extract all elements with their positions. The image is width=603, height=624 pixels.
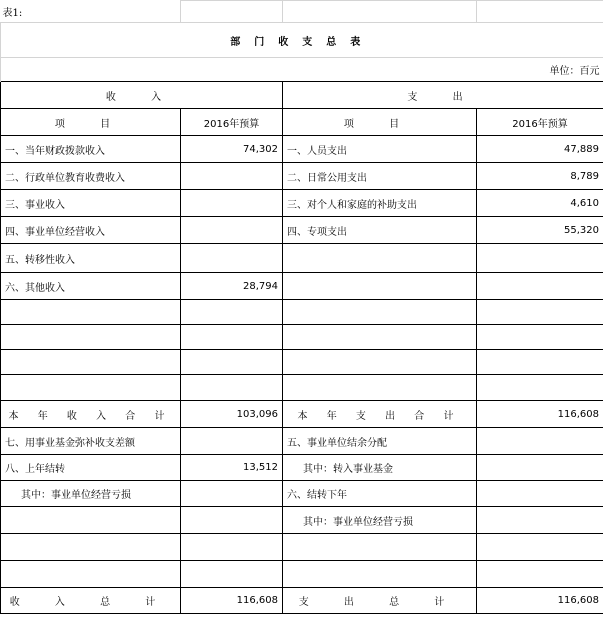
table-row — [1, 350, 603, 375]
expense-item-header: 项 目 — [283, 109, 477, 136]
expense-value: 8,789 — [477, 163, 603, 190]
expense-total-label: 支 出 总 计 — [283, 588, 477, 614]
expense-value: 4,610 — [477, 190, 603, 217]
table-row — [1, 455, 603, 481]
expense-item: 二、日常公用支出 — [283, 163, 477, 190]
expense-total-value: 116,608 — [477, 588, 603, 614]
expense-item: 五、事业单位结余分配 — [283, 428, 477, 455]
table-row — [1, 428, 603, 455]
expense-item: 一、人员支出 — [283, 136, 477, 163]
income-item: 五、转移性收入 — [1, 244, 181, 273]
table-row — [1, 561, 603, 588]
table-row — [1, 244, 603, 273]
income-item: 一、当年财政拨款收入 — [1, 136, 181, 163]
table-row — [1, 507, 603, 534]
income-value: 28,794 — [181, 273, 283, 300]
income-value — [181, 217, 283, 244]
expense-value: 47,889 — [477, 136, 603, 163]
expense-value: 55,320 — [477, 217, 603, 244]
expense-item: 四、专项支出 — [283, 217, 477, 244]
expense-item: 其中：事业单位经营亏损 — [283, 507, 477, 534]
table-row — [1, 163, 603, 190]
table-row — [1, 190, 603, 217]
page-title: 部门收支总表 — [1, 23, 603, 58]
income-item: 八、上年结转 — [1, 455, 181, 481]
expense-value — [477, 507, 603, 534]
table-row — [1, 534, 603, 561]
expense-value — [477, 428, 603, 455]
table-row — [1, 300, 603, 325]
income-item: 三、事业收入 — [1, 190, 181, 217]
unit-label: 单位：百元 — [1, 58, 603, 82]
income-value — [181, 244, 283, 273]
expense-value — [477, 481, 603, 507]
table-label: 表1: — [2, 7, 23, 19]
table-row — [1, 136, 603, 163]
income-value — [181, 428, 283, 455]
income-value — [181, 163, 283, 190]
total-row — [1, 588, 603, 614]
income-item: 四、事业单位经营收入 — [1, 217, 181, 244]
income-total-value: 116,608 — [181, 588, 283, 614]
income-total-label: 收 入 总 计 — [1, 588, 181, 614]
income-budget-header: 2016年预算 — [181, 109, 283, 136]
income-value: 13,512 — [181, 455, 283, 481]
subtotal-row — [1, 401, 603, 428]
income-subtotal-value: 103,096 — [181, 401, 283, 428]
expense-item: 三、对个人和家庭的补助支出 — [283, 190, 477, 217]
income-subtotal-label: 本 年 收 入 合 计 — [1, 401, 181, 428]
income-item: 二、行政单位教育收费收入 — [1, 163, 181, 190]
expense-subtotal-label: 本 年 支 出 合 计 — [283, 401, 477, 428]
income-value — [181, 190, 283, 217]
table-row — [1, 217, 603, 244]
expense-budget-header: 2016年预算 — [477, 109, 603, 136]
income-item: 其中：事业单位经营亏损 — [1, 481, 181, 507]
expense-item: 其中：转入事业基金 — [283, 455, 477, 481]
table-row — [1, 481, 603, 507]
table-row — [1, 325, 603, 350]
table-row — [1, 375, 603, 401]
expense-section-header: 支 出 — [283, 82, 603, 109]
income-value — [181, 481, 283, 507]
income-item: 七、用事业基金弥补收支差额 — [1, 428, 181, 455]
income-item-header: 项 目 — [1, 109, 181, 136]
table-row — [1, 273, 603, 300]
income-item: 六、其他收入 — [1, 273, 181, 300]
expense-subtotal-value: 116,608 — [477, 401, 603, 428]
expense-value — [477, 455, 603, 481]
income-section-header: 收 入 — [1, 82, 283, 109]
expense-item: 六、结转下年 — [283, 481, 477, 507]
income-value: 74,302 — [181, 136, 283, 163]
